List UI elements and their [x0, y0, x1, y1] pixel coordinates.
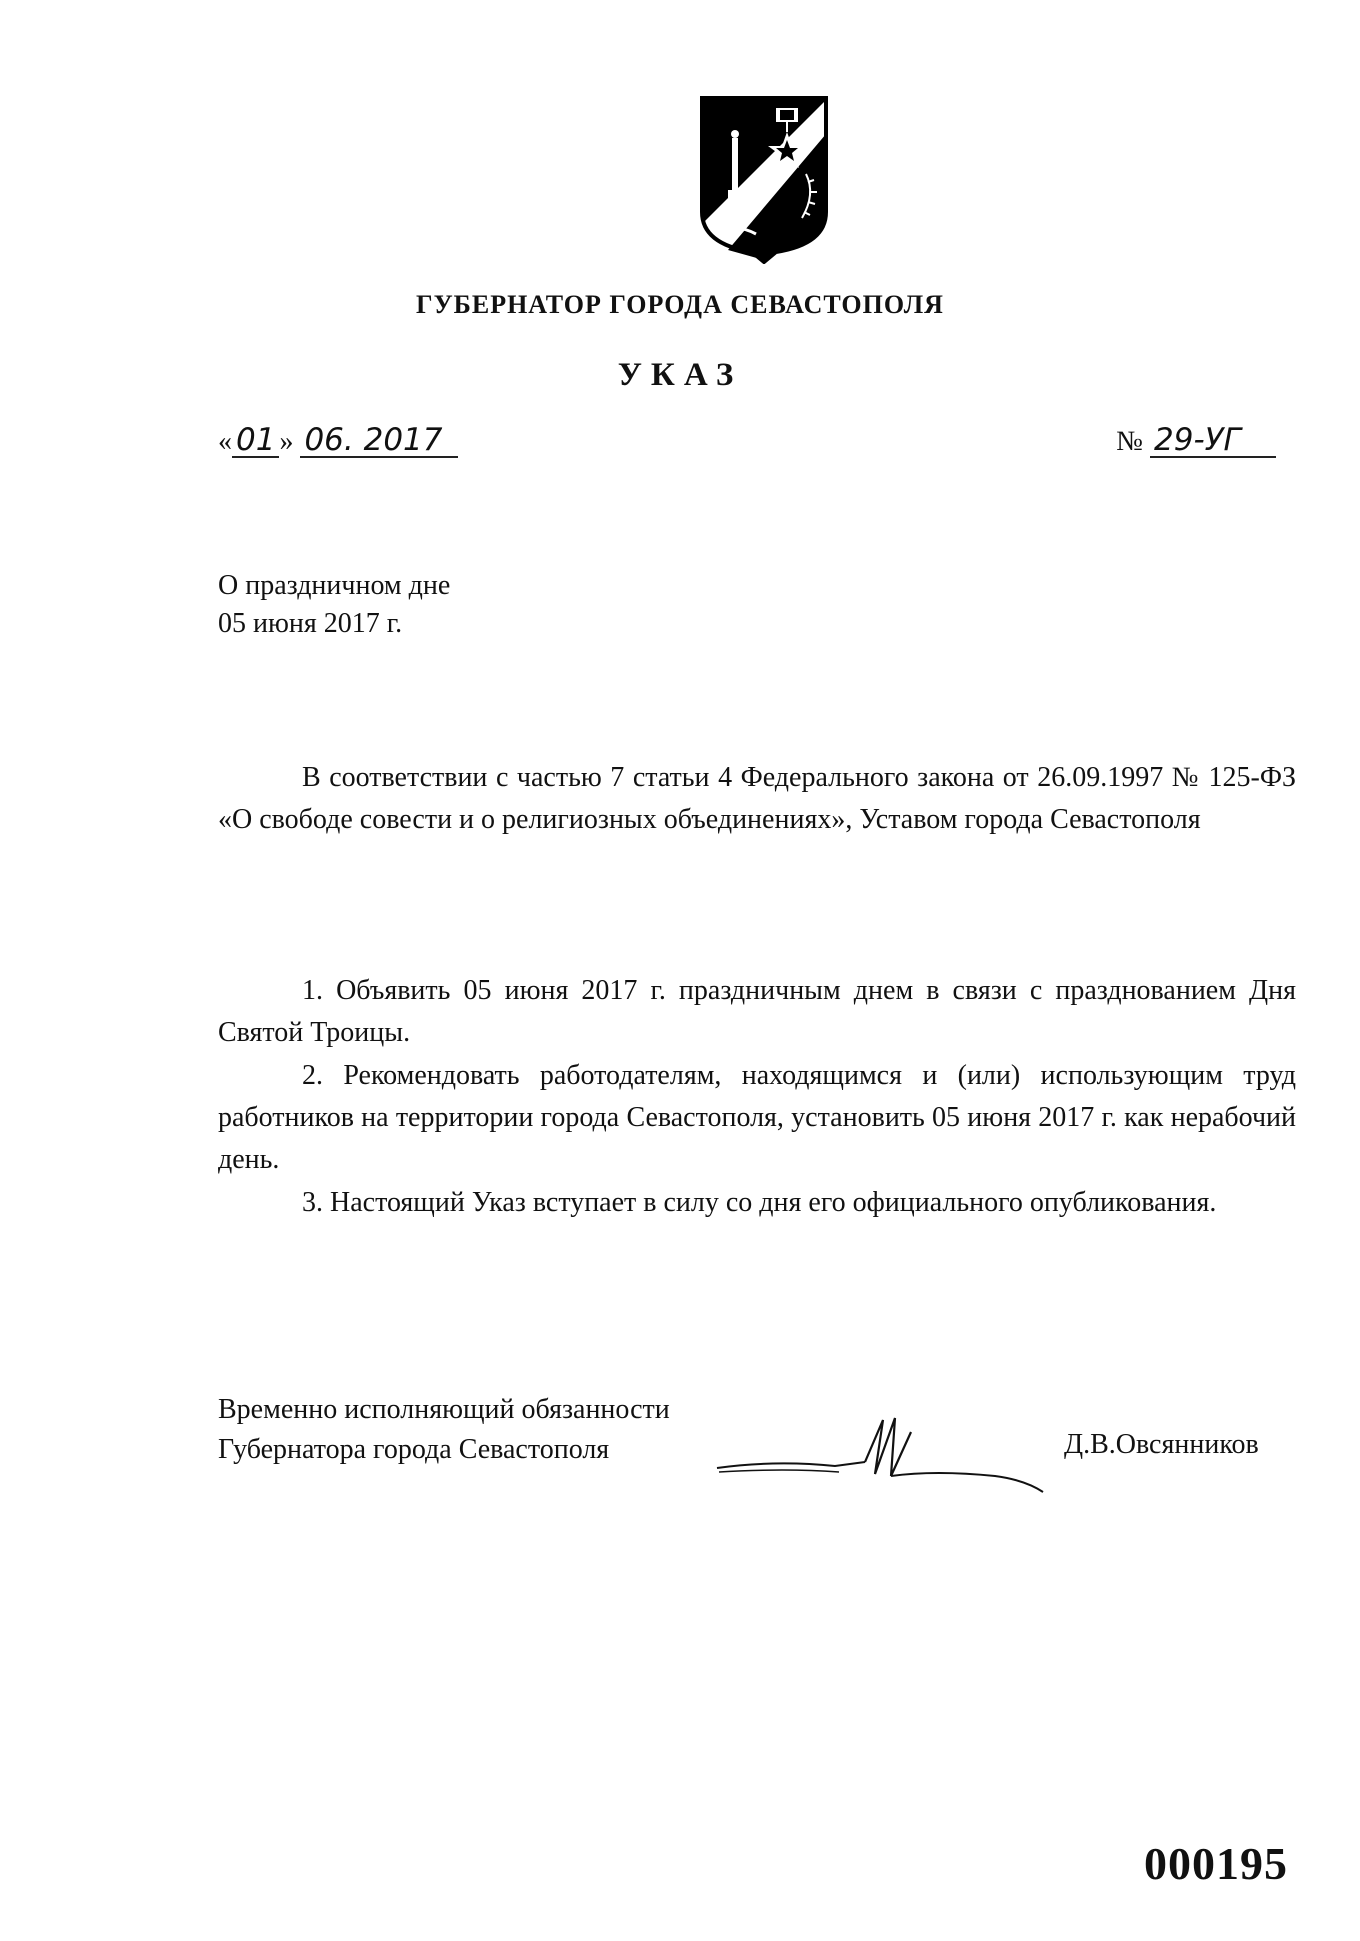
- organization-title: ГУБЕРНАТОР ГОРОДА СЕВАСТОПОЛЯ: [416, 290, 944, 319]
- number-sign: №: [1116, 426, 1143, 457]
- signatory-position: [218, 1390, 670, 1470]
- date-close-quote: »: [279, 426, 294, 457]
- preamble-paragraph: В соответствии с частью 7 статьи 4 Федерального закона от 26.09.1997 № 125-ФЗ «О свободе совести и о религиозных объединениях», Уставом города Севастополя: [218, 762, 1296, 835]
- subject-line-2: 05 июня 2017 г.: [218, 608, 403, 639]
- document-type: УКАЗ: [617, 357, 743, 393]
- item-3: 3. Настоящий Указ вступает в силу со дня его официального опубликования.: [302, 1187, 1217, 1218]
- signatory-name: Д.В.Овсянников: [1064, 1429, 1259, 1460]
- subject-line-1: О праздничном дне: [218, 570, 451, 601]
- registration-number: 000195: [1144, 1838, 1288, 1889]
- handwritten-signature: [715, 1410, 1045, 1500]
- item-1: 1. Объявить 05 июня 2017 г. праздничным днем в связи с празднованием Дня Святой Троицы.: [218, 975, 1296, 1048]
- date-day: 01: [232, 424, 279, 458]
- position-line-1: Временно исполняющий обязанности: [218, 1394, 670, 1425]
- position-line-2: Губернатора города Севастополя: [218, 1434, 610, 1465]
- date-open-quote: «: [218, 426, 232, 457]
- number-value: 29-УГ: [1150, 424, 1276, 458]
- sevastopol-coat-of-arms-icon: [698, 94, 830, 264]
- date-month-year: 06. 2017: [300, 424, 458, 458]
- document-number: [1116, 424, 1276, 458]
- document-subject: [218, 567, 450, 643]
- item-2: 2. Рекомендовать работодателям, находящимся и (или) использующим труд работников на территории города Севастополя, установить 05 июня 2017 г. как нерабочий день.: [218, 1060, 1296, 1175]
- document-date: [218, 424, 458, 458]
